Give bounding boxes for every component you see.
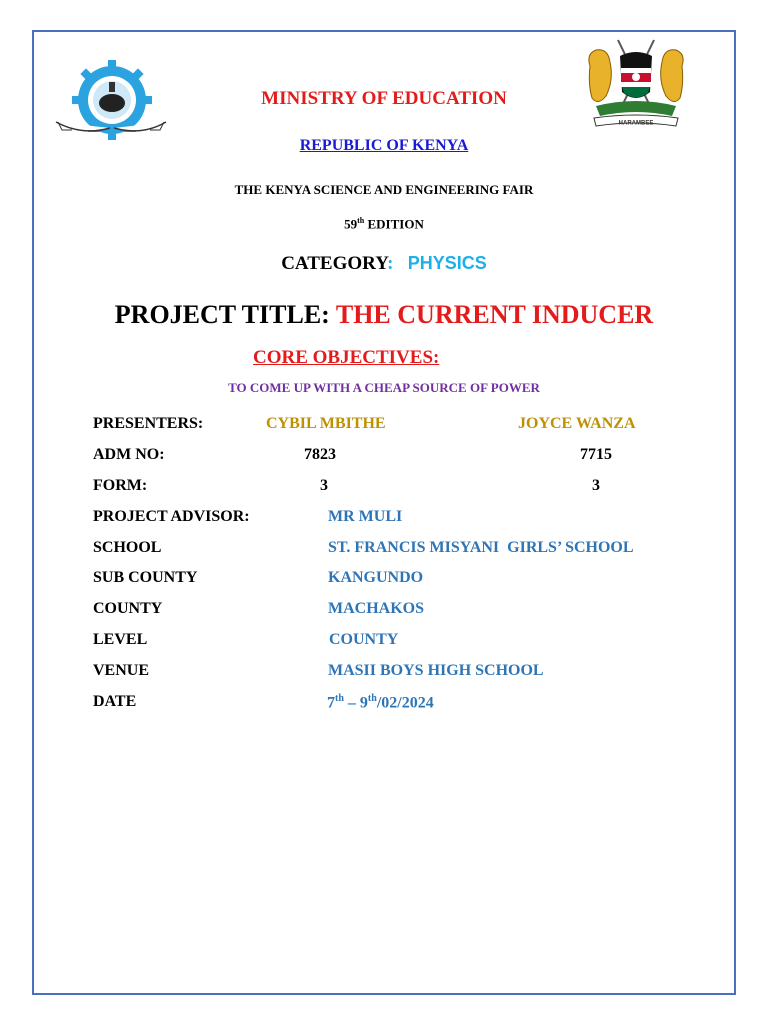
project-title-value: THE CURRENT INDUCER <box>335 300 654 329</box>
republic-heading: REPUBLIC OF KENYA <box>299 137 469 154</box>
presenters-label: PRESENTERS: <box>93 415 204 432</box>
kenya-coat-of-arms-icon <box>580 36 692 132</box>
adm-value-1: 7823 <box>304 446 336 463</box>
edition-suffix: th <box>357 216 365 225</box>
presenter-name-2: JOYCE WANZA <box>518 415 636 432</box>
date-rest: /02/2024 <box>376 694 434 712</box>
date-start-day: 7 <box>327 694 335 712</box>
form-value-1: 3 <box>320 477 328 494</box>
ministry-heading: MINISTRY OF EDUCATION <box>261 88 507 109</box>
form-label: FORM: <box>93 477 148 494</box>
advisor-value: MR MULI <box>328 508 403 525</box>
sub-county-label: SUB COUNTY <box>93 569 198 586</box>
edition-line <box>0 216 768 232</box>
venue-value: MASII BOYS HIGH SCHOOL <box>328 662 544 679</box>
date-value <box>327 693 434 712</box>
category-colon: : <box>387 253 394 274</box>
school-value: ST. FRANCIS MISYANI GIRLS’ SCHOOL <box>328 539 634 556</box>
county-label: COUNTY <box>93 600 163 617</box>
county-value: MACHAKOS <box>328 600 424 617</box>
project-title-line <box>0 300 768 330</box>
adm-label: ADM NO: <box>93 446 165 463</box>
form-value-2: 3 <box>592 477 600 494</box>
edition-number: 59 <box>344 216 358 232</box>
edition-word: EDITION <box>367 216 424 232</box>
sub-county-value: KANGUNDO <box>328 569 424 586</box>
date-start-suffix: th <box>335 693 344 704</box>
fair-name: THE KENYA SCIENCE AND ENGINEERING FAIR <box>234 182 534 197</box>
school-label: SCHOOL <box>93 539 162 556</box>
core-objectives-heading: CORE OBJECTIVES: <box>253 347 440 368</box>
core-objective-text: TO COME UP WITH A CHEAP SOURCE OF POWER <box>228 380 540 395</box>
level-value: COUNTY <box>329 631 399 648</box>
category-label: CATEGORY <box>281 253 388 274</box>
venue-label: VENUE <box>93 662 150 679</box>
presenter-name-1: CYBIL MBITHE <box>266 415 386 432</box>
category-line <box>0 253 768 275</box>
harambee-text: HARAMBEE <box>618 120 654 127</box>
date-end-suffix: th <box>367 693 377 704</box>
level-label: LEVEL <box>93 631 148 648</box>
project-title-label: PROJECT TITLE: <box>114 300 330 329</box>
date-separator: – <box>343 694 360 712</box>
advisor-label: PROJECT ADVISOR: <box>93 508 250 525</box>
date-end-day: 9 <box>359 694 368 712</box>
adm-value-2: 7715 <box>580 446 612 463</box>
date-label: DATE <box>93 693 137 710</box>
category-value: PHYSICS <box>407 253 487 273</box>
